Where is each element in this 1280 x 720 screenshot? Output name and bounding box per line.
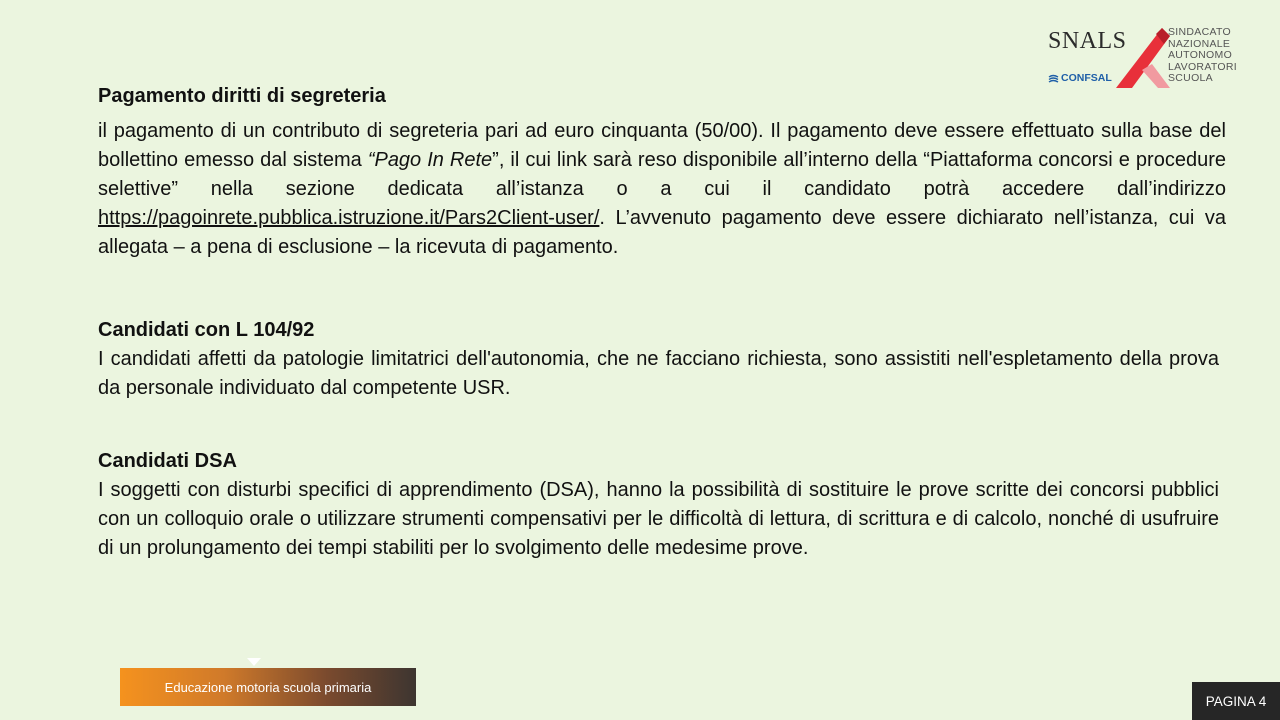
logo-words (1168, 27, 1237, 85)
body-italic-text: “Pago In Rete (367, 149, 493, 171)
logo-chevron-icon (1112, 26, 1172, 88)
section-l104 (98, 316, 1219, 403)
logo-word: LAVORATORI (1168, 60, 1237, 73)
section-pagamento (98, 82, 1226, 262)
section-heading: Candidati DSA (98, 450, 237, 472)
logo-word: NAZIONALE (1168, 37, 1231, 50)
logo-word: SINDACATO (1168, 26, 1231, 38)
pagoinrete-link[interactable]: https://pagoinrete.pubblica.istruzione.it/Pars2Client-user/ (98, 207, 600, 229)
section-heading: Pagamento diritti di segreteria (98, 85, 386, 107)
section-dsa (98, 447, 1219, 563)
confsal-label: CONFSAL (1061, 72, 1112, 84)
footer-pointer-icon (247, 658, 261, 666)
course-footer-label: Educazione motoria scuola primaria (120, 668, 416, 706)
body-text: . L’avvenuto pagamento deve essere dichiarato nell’istanza, cui va allegata – a pena di esclusione – la ricevuta di pagamento. (98, 207, 1226, 258)
section-body (98, 117, 1226, 262)
section-heading: Candidati con L 104/92 (98, 319, 315, 341)
page-number-badge: PAGINA 4 (1192, 682, 1280, 720)
section-body: I candidati affetti da patologie limitatrici dell'autonomia, che ne facciano richiesta, sono assistiti nell'espletamento della prova da personale individuato dal competente USR. (98, 348, 1219, 399)
section-body: I soggetti con disturbi specifici di apprendimento (DSA), hanno la possibilità di sostituire le prove scritte dei concorsi pubblici con un colloquio orale o utilizzare strumenti compensativi per le difficoltà di lettura, di scrittura e di calcolo, nonché di usufruire di un prolungamento dei tempi stabiliti per lo svolgimento delle medesime prove. (98, 479, 1219, 559)
body-text: il pagamento di un contributo di segreteria pari ad euro cinquanta (50/00). Il pagamento deve essere effettuato sulla base del bollettino emesso dal sistema (98, 120, 1226, 171)
snals-logo (1046, 26, 1238, 90)
logo-wordmark: SNALS (1048, 28, 1127, 54)
body-text: ”, il cui link sarà reso disponibile all’interno della “Piattaforma concorsi e procedure selettive” nella sezione dedicata all’istanza o a cui il candidato potrà accedere dall’indirizzo (98, 149, 1226, 200)
logo-word: AUTONOMO (1168, 49, 1233, 62)
logo-word: SCUOLA (1168, 72, 1213, 85)
